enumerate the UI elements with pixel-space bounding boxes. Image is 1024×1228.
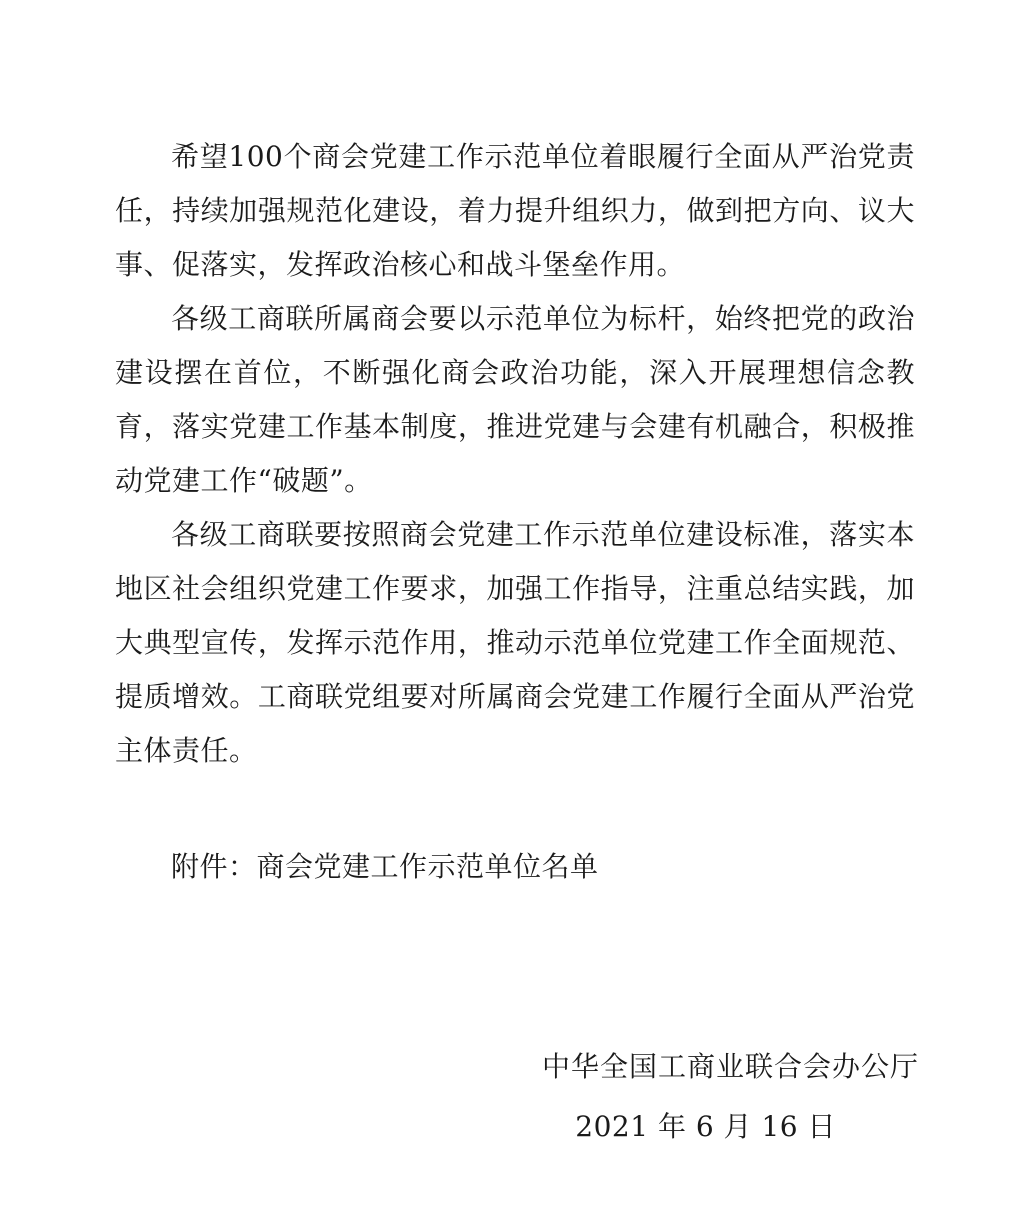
issuer-signature: 中华全国工商业联合会办公厅: [541, 1050, 919, 1083]
body-paragraph-3: 各级工商联要按照商会党建工作示范单位建设标准，落实本地区社会组织党建工作要求，加强工作指导，注重总结实践，加大典型宣传，发挥示范作用，推动示范单位党建工作全面规范、提质增效。工商联党组要对所属商会党建工作履行全面从严治党主体责任。: [115, 518, 915, 767]
attachment-note: 附件：商会党建工作示范单位名单: [171, 850, 599, 883]
body-paragraph-1: 希望100个商会党建工作示范单位着眼履行全面从严治党责任，持续加强规范化建设，着力提升组织力，做到把方向、议大事、促落实，发挥政治核心和战斗堡垒作用。: [115, 140, 915, 281]
body-paragraph-2: 各级工商联所属商会要以示范单位为标杆，始终把党的政治建设摆在首位，不断强化商会政治功能，深入开展理想信念教育，落实党建工作基本制度，推进党建与会建有机融合，积极推动党建工作“破题”。: [115, 302, 915, 497]
issue-date: 2021 年 6 月 16 日: [575, 1110, 836, 1143]
